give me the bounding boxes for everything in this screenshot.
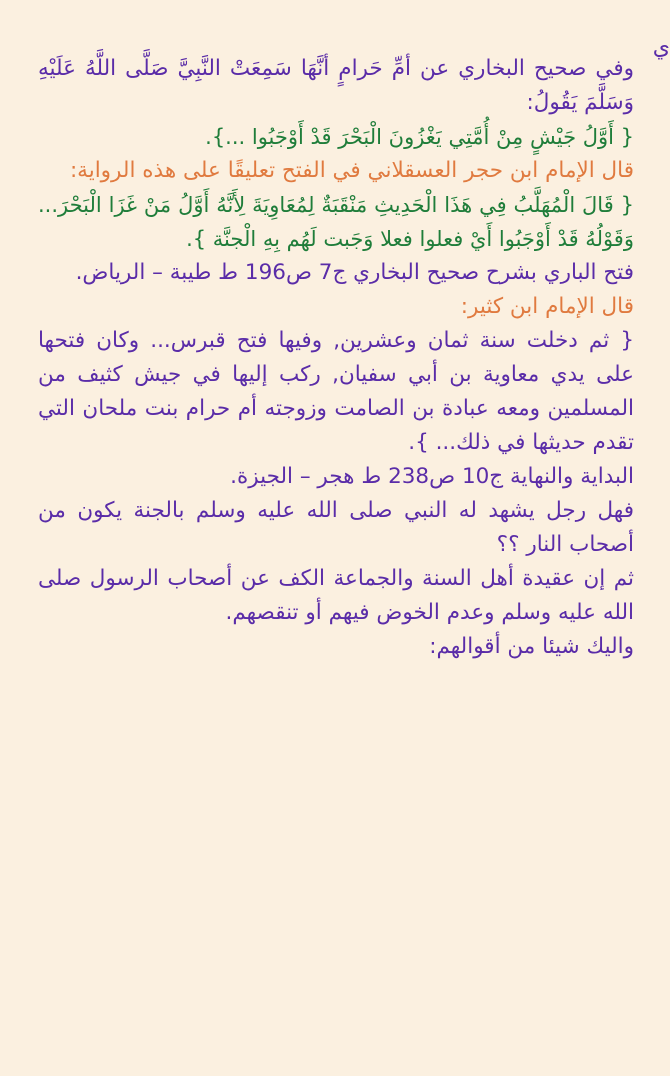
heading-ibn-hajar: قال الإمام ابن حجر العسقلاني في الفتح تعليقًا على هذه الرواية: (69, 158, 634, 183)
paragraph-bukhari-narration: وفي صحيح البخاري عن أمِّ حَرامٍ أنَّهَا سَمِعَتْ النَّبِيَّ صَلَّى اللَّهُ عَلَيْهِ وَسَلَّمَ يَقُولُ: (38, 56, 634, 115)
heading-ibn-kathir: قال الإمام ابن كثير: (460, 294, 634, 319)
citation-bidaya: البداية والنهاية ج10 ص238 ط هجر – الجيزة. (230, 464, 634, 489)
cut-off-text: ي (652, 35, 670, 60)
citation-fath-albari: فتح الباري بشرح صحيح البخاري ج7 ص196 ط طيبة – الرياض. (75, 260, 634, 285)
quote-ibn-kathir: { ثم دخلت سنة ثمان وعشرين, وفيها فتح قبرس... وكان فتحها على يدي معاوية بن أبي سفيان, ركب إليها في جيش كثيف من المسلمين ومعه عبادة بن الصامت وزوجته أم حرام بنت ملحان التي تقدم حديثها في ذلك... }. (38, 328, 634, 455)
quote-muhallab: { قَالَ الْمُهَلَّبُ فِي هَذَا الْحَدِيثِ مَنْقَبَةٌ لِمُعَاوِيَةَ لِأَنَّهُ أَوَّلُ مَنْ غَزَا الْبَحْرَ... وَقَوْلُهُ قَدْ أَوْجَبُوا أَيْ فعلوا فعلا وَجَبت لَهُم بِهِ الْجنَّة }. (38, 193, 634, 251)
hadith-quote: { أَوَّلُ جَيْشٍ مِنْ أُمَّتِي يَغْزُونَ الْبَحْرَ قَدْ أَوْجَبُوا ...}. (205, 125, 634, 149)
closing-line: واليك شيئا من أقوالهم: (429, 634, 634, 659)
question-paragraph: فهل رجل يشهد له النبي صلى الله عليه وسلم بالجنة يكون من أصحاب النار ؟؟ (38, 498, 634, 557)
document-page (0, 35, 670, 1076)
creed-paragraph: ثم إن عقيدة أهل السنة والجماعة الكف عن أصحاب الرسول صلى الله عليه وسلم وعدم الخوض فيهم أو تنقصهم. (38, 566, 634, 625)
